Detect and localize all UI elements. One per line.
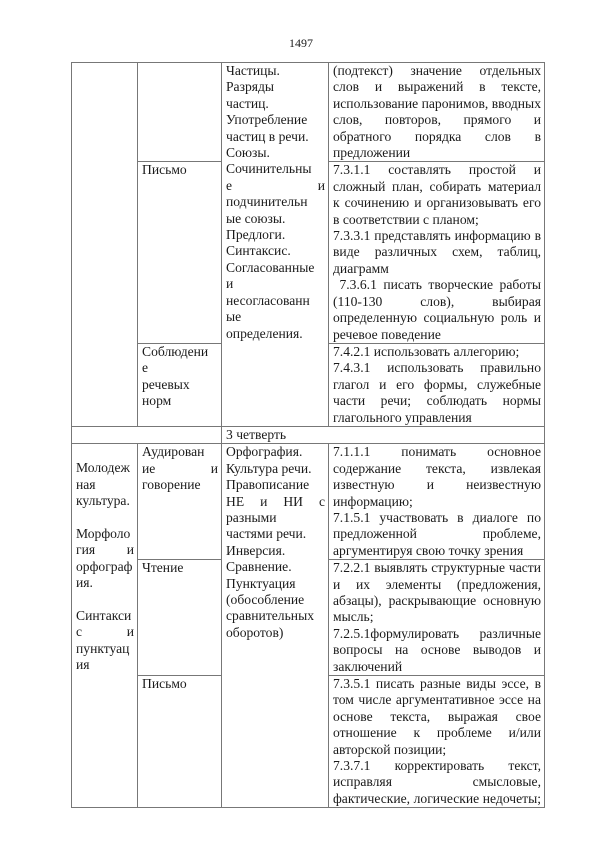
theme-line: гия и — [76, 542, 134, 558]
topic-cell — [222, 444, 329, 808]
objective-item: 7.3.1.1 составлять простой и сложный план, собирать материал к сочинению и организовывать его в соответствии с планом; — [333, 162, 541, 227]
skill-cell-listening — [138, 444, 222, 560]
theme-line: ия — [76, 657, 90, 673]
topic-line: определения. — [226, 325, 303, 341]
objective-item: 7.1.1.1 понимать основное содержание текста, извлекая известную и неизвестную информацию; — [333, 444, 541, 509]
objective-item: 7.3.6.1 писать творческие работы (110-130 слов), выбирая определенную социальную роль и речевое поведение — [333, 277, 545, 342]
quarter-row — [72, 426, 545, 443]
topic-line: и — [226, 276, 234, 292]
theme-line: орфограф — [76, 558, 133, 574]
objective-item: 7.3.5.1 писать разные виды эссе, в том числе аргументативное эссе на основе текста, выражая свое отношение к проблеме и/или авторской позиции; — [333, 676, 541, 757]
skill-cell-empty — [138, 63, 222, 162]
topic-line: оборотов) — [226, 624, 284, 640]
quarter-label: 3 четверть — [222, 426, 545, 443]
objective-item: 7.4.3.1 использовать правильно глагол и его формы, служебные части речи; соблюдать нормы глагольного управления — [333, 360, 541, 425]
theme-line: культура. — [76, 493, 130, 509]
objectives-cell — [329, 676, 545, 808]
skill-line: говорение — [142, 477, 201, 493]
skill-line: норм — [142, 393, 172, 409]
topic-line: Союзы. — [226, 145, 270, 161]
topic-line: частями речи. — [226, 526, 307, 542]
theme-spacer — [76, 510, 134, 526]
topic-line: несогласованн — [226, 292, 310, 308]
theme-line: Молодеж — [76, 460, 130, 476]
theme-spacer — [76, 592, 134, 608]
theme-line: ная — [76, 476, 96, 492]
objective-item: 7.1.5.1 участвовать в диалоге по предложенной проблеме, аргументируя свою точку зрения — [333, 509, 541, 558]
topic-cell — [222, 63, 329, 427]
topic-line: НЕ и НИ с — [226, 493, 325, 509]
skill-cell-writing: Письмо — [138, 676, 222, 808]
topic-line: Предлоги. — [226, 227, 286, 243]
objectives-cell: (подтекст) значение отдельных слов и выражений в тексте, использование паронимов, вводных слов, повторов, прямого и обратного порядка слов в предложении — [329, 63, 545, 162]
topic-line: Сравнение. — [226, 559, 292, 575]
objective-item: 7.3.3.1 представлять информацию в виде различных схем, таблиц, диаграмм — [333, 228, 541, 276]
objective-item: 7.3.7.1 корректировать текст, исправляя смысловые, фактические, логические недочеты; — [333, 758, 541, 806]
theme-line: Синтакси — [76, 608, 132, 623]
theme-line: Морфоло — [76, 525, 131, 541]
skill-line: Аудирован — [142, 444, 205, 460]
topic-line: Разряды — [226, 79, 275, 95]
skill-cell-reading: Чтение — [138, 560, 222, 676]
skill-cell-norms — [138, 343, 222, 426]
topic-line: Инверсия. — [226, 542, 286, 558]
topic-line: частиц в речи. — [226, 128, 309, 144]
theme-cell — [72, 444, 138, 808]
topic-line: ые — [226, 309, 242, 325]
topic-line: Частицы. — [226, 63, 280, 78]
topic-line: (обособление — [226, 592, 305, 607]
skill-line: е — [142, 360, 149, 376]
objective-item: 7.2.2.1 выявлять структурные части и их элементы (предложения, абзацы), раскрывающие основную мысль; — [333, 560, 541, 625]
curriculum-table — [71, 62, 545, 808]
objectives-cell — [329, 560, 545, 676]
topic-line: е и — [226, 177, 325, 193]
topic-line: Согласованные — [226, 259, 315, 275]
theme-line: пунктуац — [76, 640, 130, 656]
topic-line: ые союзы. — [226, 210, 286, 226]
objective-item: 7.2.5.1формулировать различные вопросы на основе выводов и заключений — [333, 625, 541, 674]
objectives-cell — [329, 343, 545, 426]
objective-item: 7.4.2.1 использовать аллегорию; — [333, 343, 520, 359]
topic-line: разными — [226, 509, 277, 525]
topic-line: Культура речи. — [226, 460, 312, 476]
quarter-empty-cell — [72, 426, 222, 443]
skill-line: речевых — [142, 376, 190, 392]
theme-line: с и — [76, 624, 134, 640]
skill-cell-writing: Письмо — [138, 162, 222, 343]
topic-line: Употребление — [226, 112, 308, 128]
page-number: 1497 — [289, 36, 313, 50]
skill-line: ие и — [142, 460, 218, 476]
topic-line: Правописание — [226, 477, 310, 493]
theme-line: ия. — [76, 575, 93, 591]
topic-line: частиц. — [226, 95, 269, 111]
topic-line: Орфография. — [226, 444, 303, 460]
objectives-cell — [329, 162, 545, 343]
topic-line: Сочинительны — [226, 161, 312, 177]
theme-cell-empty — [72, 63, 138, 427]
table-row — [72, 63, 545, 162]
topic-line: Синтаксис. — [226, 243, 291, 259]
topic-line: Пунктуация — [226, 575, 296, 591]
objectives-cell — [329, 444, 545, 560]
topic-line: подчинительн — [226, 194, 308, 210]
skill-line: Соблюдени — [142, 343, 209, 359]
table-row — [72, 444, 545, 560]
topic-line: сравнительных — [226, 608, 314, 624]
